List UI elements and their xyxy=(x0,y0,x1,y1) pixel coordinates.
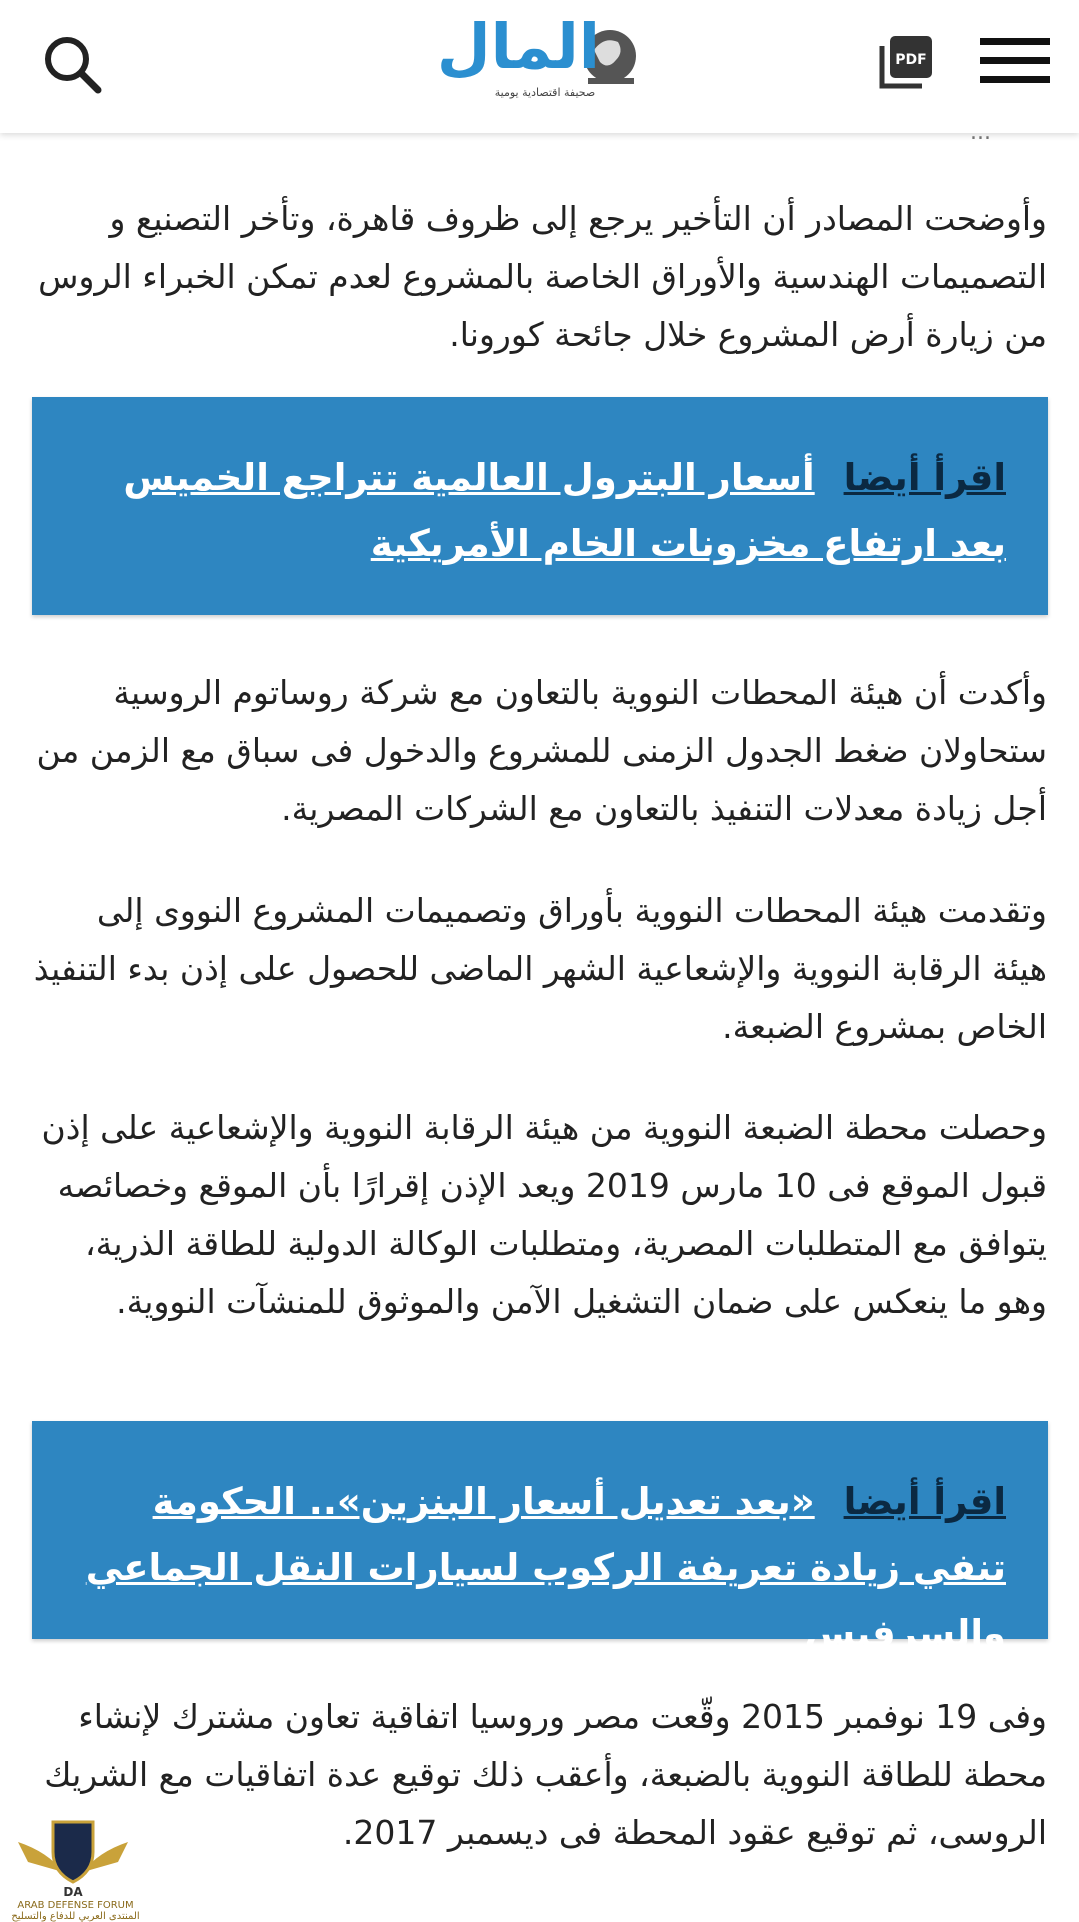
read-also-link[interactable]: «بعد تعديل أسعار البنزين».. الحكومة تنفي زيادة تعريفة الركوب لسيارات النقل الجماعي والسرفيس xyxy=(85,1480,1006,1655)
logo-subtitle: صحيفة اقتصادية يومية xyxy=(494,86,596,99)
article-paragraph: وحصلت محطة الضبعة النووية من هيئة الرقابة النووية والإشعاعية على إذن قبول الموقع فى 10 مارس 2019 ويعد الإذن إقرارًا بأن الموقع وخصائصه يتوافق مع المتطلبات المصرية، ومتطلبات الوكالة الدولية للطاقة الذرية، وهو ما ينعكس على ضمان التشغيل الآمن والموثوق للمنشآت النووية. xyxy=(41,1108,1047,1321)
pdf-label: PDF xyxy=(895,52,927,68)
menu-bar xyxy=(980,38,1050,45)
search-button[interactable] xyxy=(40,32,104,96)
watermark-line: المنتدى العربي للدفاع والتسليح xyxy=(11,1911,140,1922)
watermark xyxy=(8,1812,140,1922)
read-also-link[interactable]: أسعار البترول العالمية تتراجع الخميس بعد ارتفاع مخزونات الخام الأمريكية xyxy=(123,456,1006,565)
site-header xyxy=(0,0,1079,133)
shield-emblem-icon xyxy=(8,1812,138,1900)
article-paragraph: وأوضحت المصادر أن التأخير يرجع إلى ظروف قاهرة، وتأخر التصنيع و التصميمات الهندسية والأوراق الخاصة بالمشروع لعدم تمكن الخبراء الروس من زيارة أرض المشروع خلال جائحة كورونا. xyxy=(38,199,1047,354)
read-also-label: اقرأ أيضا xyxy=(843,456,1006,499)
logo-text: المال xyxy=(436,10,600,83)
read-also-label: اقرأ أيضا xyxy=(843,1480,1006,1523)
watermark-line: ARAB DEFENSE FORUM xyxy=(17,1900,134,1911)
article-paragraph: وتقدمت هيئة المحطات النووية بأوراق وتصميمات المشروع النووى إلى هيئة الرقابة النووية والإشعاعية الشهر الماضى للحصول على إذن بدء التنفيذ الخاص بمشروع الضبعة. xyxy=(33,891,1047,1046)
menu-bar xyxy=(980,76,1050,83)
search-icon xyxy=(40,32,104,96)
article-paragraph: وأكدت أن هيئة المحطات النووية بالتعاون مع شركة روساتوم الروسية ستحاولان ضغط الجدول الزمنى للمشروع والدخول فى سباق مع الزمن من أجل زيادة معدلات التنفيذ بالتعاون مع الشركات المصرية. xyxy=(36,673,1047,828)
read-also-box[interactable] xyxy=(32,397,1048,615)
article-paragraph: وفى 19 نوفمبر 2015 وقّعت مصر وروسيا اتفاقية تعاون مشترك لإنشاء محطة للطاقة النووية بالضبعة، وأعقب ذلك توقيع عدة اتفاقيات مع الشريك الروسى، ثم توقيع عقود المحطة فى ديسمبر 2017. xyxy=(44,1697,1047,1852)
menu-bar xyxy=(980,57,1050,64)
hamburger-menu-button[interactable] xyxy=(980,38,1050,84)
site-logo[interactable] xyxy=(436,10,640,104)
svg-text:DA: DA xyxy=(63,1885,83,1899)
watermark-text xyxy=(8,1900,143,1922)
pdf-button[interactable] xyxy=(878,34,934,90)
pdf-icon xyxy=(878,34,934,90)
read-also-box[interactable] xyxy=(32,1421,1048,1655)
